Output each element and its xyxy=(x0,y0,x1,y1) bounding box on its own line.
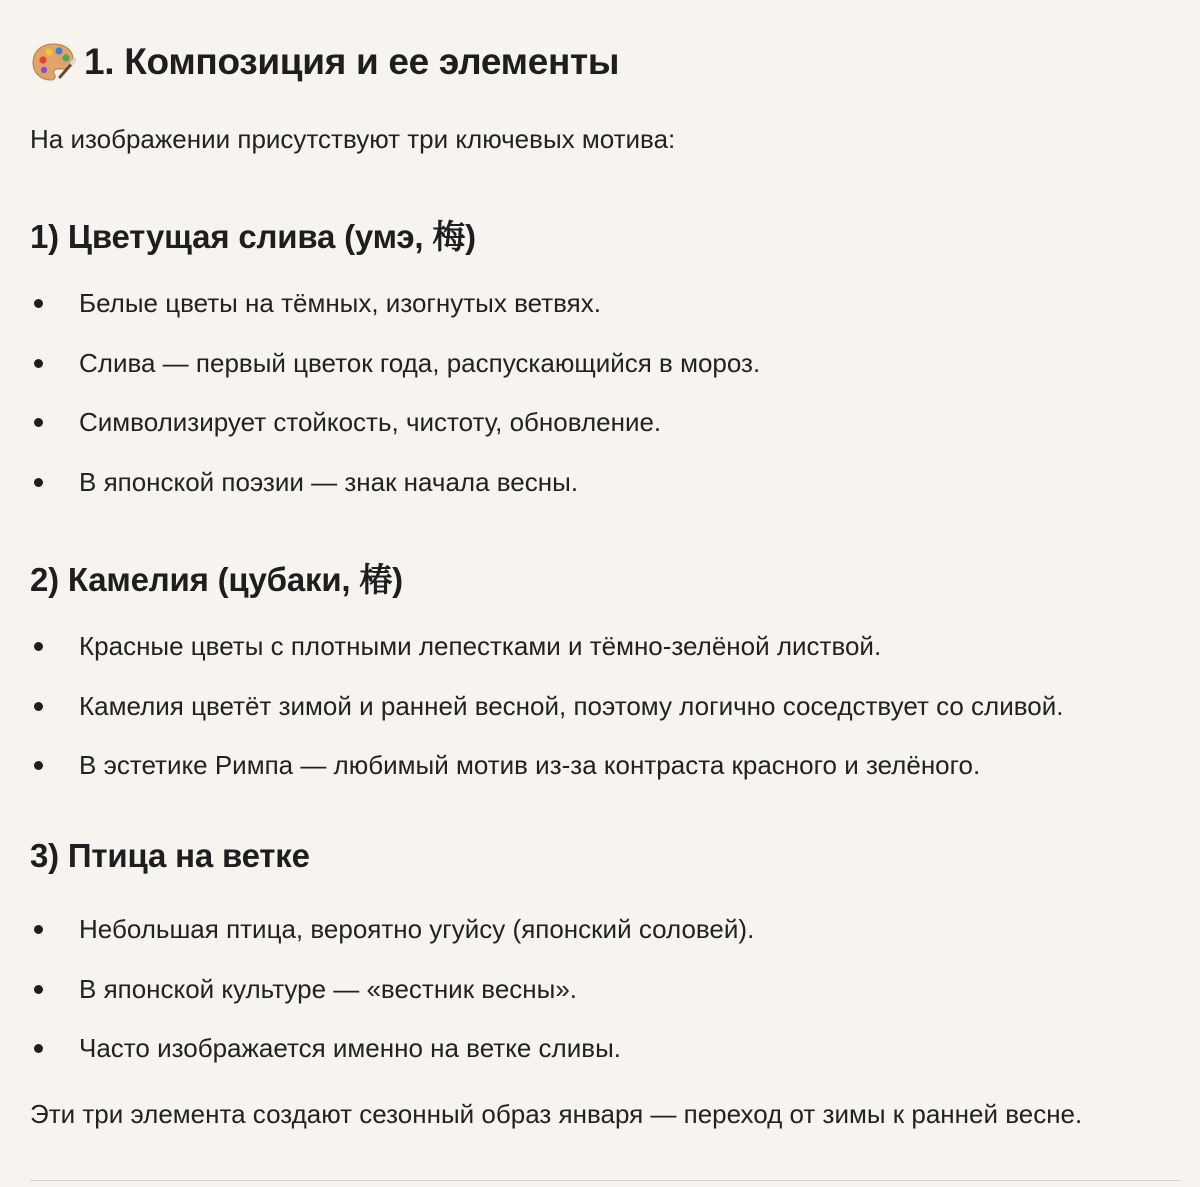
bullet-icon xyxy=(34,761,43,770)
list-item-text: Часто изображается именно на ветке сливы. xyxy=(79,1033,621,1063)
divider xyxy=(30,1180,1180,1181)
page-title xyxy=(30,38,619,86)
list-item-text: В эстетике Римпа — любимый мотив из-за контраста красного и зелёного. xyxy=(79,750,981,780)
list-item xyxy=(30,689,1180,723)
list-item-text: Белые цветы на тёмных, изогнутых ветвях. xyxy=(79,288,601,318)
page-title-text: 1. Композиция и ее элементы xyxy=(84,41,620,82)
list-item xyxy=(30,748,1180,782)
list-item xyxy=(30,972,1180,1006)
list-item-text: Слива — первый цветок года, распускающийся в мороз. xyxy=(79,348,761,378)
bullet-icon xyxy=(34,418,43,427)
bullet-icon xyxy=(34,299,43,308)
section-heading: 2) Камелия (цубаки, 椿) xyxy=(30,561,403,598)
list-item xyxy=(30,629,1180,663)
bullet-icon xyxy=(34,985,43,994)
list-item-text: Небольшая птица, вероятно угуйсу (японский соловей). xyxy=(79,914,755,944)
bullet-icon xyxy=(34,642,43,651)
list-item xyxy=(30,346,1180,380)
list-item-text: Красные цветы с плотными лепестками и тёмно-зелёной листвой. xyxy=(79,631,882,661)
bullet-icon xyxy=(34,359,43,368)
list-item-text: Камелия цветёт зимой и ранней весной, поэтому логично соседствует со сливой. xyxy=(79,691,1064,721)
list-item xyxy=(30,912,1180,946)
bullet-icon xyxy=(34,925,43,934)
bullet-icon xyxy=(34,1044,43,1053)
list-item-text: В японской культуре — «вестник весны». xyxy=(79,974,578,1004)
section-heading: 1) Цветущая слива (умэ, 梅) xyxy=(30,218,476,255)
conclusion-paragraph: Эти три элемента создают сезонный образ января — переход от зимы к ранней весне. xyxy=(30,1099,1083,1129)
list-item xyxy=(30,1031,1180,1065)
section-heading: 3) Птица на ветке xyxy=(30,837,310,874)
bullet-icon xyxy=(34,478,43,487)
list-item xyxy=(30,405,1180,439)
list-item-text: В японской поэзии — знак начала весны. xyxy=(79,467,579,497)
list-item xyxy=(30,465,1180,499)
intro-paragraph: На изображении присутствуют три ключевых мотива: xyxy=(30,124,676,154)
bullet-icon xyxy=(34,702,43,711)
list-item xyxy=(30,286,1180,320)
artist-palette-icon xyxy=(30,39,76,85)
list-item-text: Символизирует стойкость, чистоту, обновление. xyxy=(79,407,662,437)
